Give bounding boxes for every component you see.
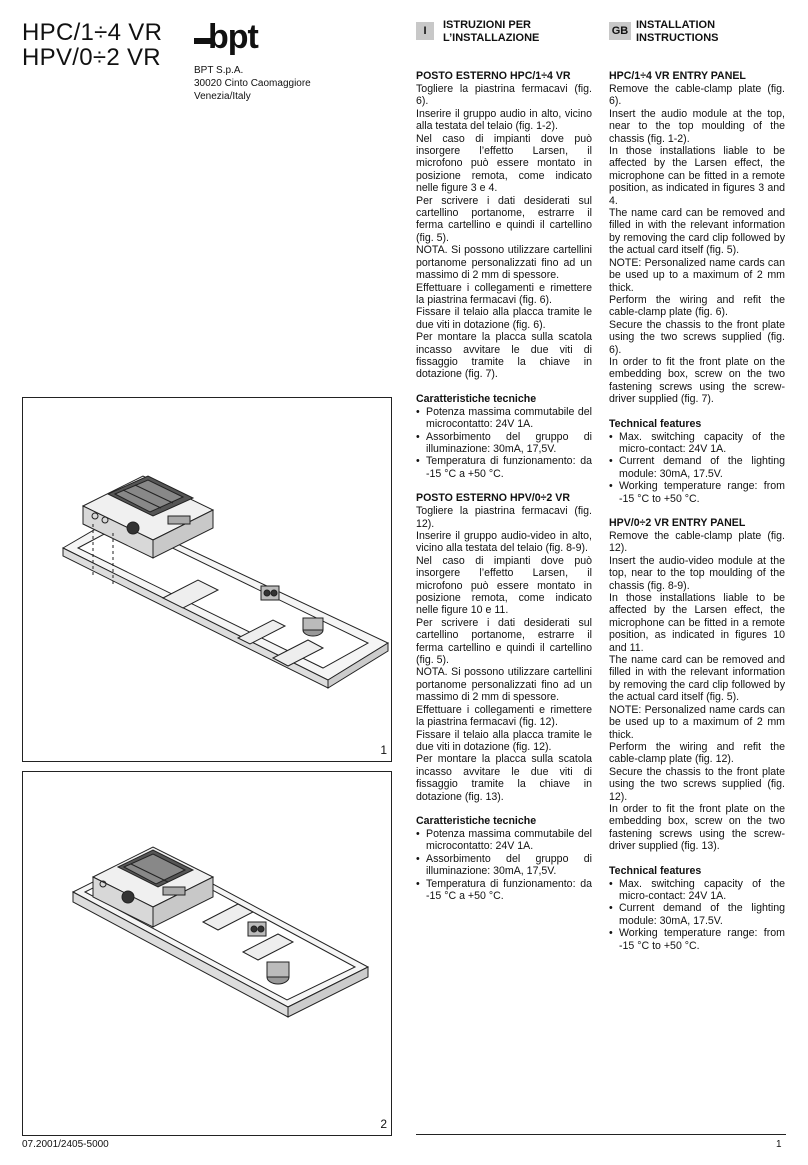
page-number: 1 [776,1139,782,1150]
company-city: Venezia/Italy [194,91,251,102]
figure-2-number: 2 [380,1117,387,1131]
tech-title: Caratteristiche tecniche [416,814,537,827]
document-title [22,20,162,70]
tech-list: • Max. switching capacity of the micro-contact: 24V 1A. • Current demand of the lighting module: 30mA, 17.5V. • Working temperature range: from -15 °C to +50 °C. [609,431,785,505]
english-column: HPC/1÷4 VR ENTRY PANEL Remove the cable-clamp plate (fig. 6). Insert the audio module at the top, near to the top moulding of the chassis (fig. 1-2). In those installations liable to be affected by the Larsen effect, the microphone can be fitted in a remote position, as indicated in figures 3 and 4. The name card can be removed and filled in with the relevant information by removing the card clip followed by the actual card itself (fig. 5). NOTE: Personalized name cards can be used up to a maximum of 2 mm thick. Perform the wiring and refit the cable-clamp plate (fig. 6). Secure the chassis to the front plate using the two screws supplied (fig. 6). In order to fit the front plate on the embedding box, screw on the two fastening screws using the screw-driver supplied (fig. 7). Technical features • Max. switching capacity of the micro-contact: 24V 1A. • Current demand of the lighting module: 30mA, 17.5V. • Working temperature range: from -15 °C to +50 °C. HPV/0÷2 VR ENTRY PANEL Remove the cable-clamp plate (fig. 12). Insert the audio-video module at the top, near to the top moulding of the chassis (fig. 8-9). In those installations liable to be affected by the Larsen effect, the microphone can be fitted in a remote position, as indicated in figures 10 and 11. The name card can be removed and filled in with the relevant information by removing the card clip followed by the actual card itself (fig. 5). NOTE: Personalized name cards can be used up to a maximum of 2 mm thick. Perform the wiring and refit the cable-clamp plate (fig. 12). Secure the chassis to the front plate using the two screws supplied (fig. 12). In order to fit the front plate on the embedding box, screw on the two fastening screws using the screw-driver supplied (fig. 13). Technical features • Max. switching capacity of the micro-contact: 24V 1A. • Current demand of the lighting module: 30mA, 17.5V. • Working temperature range: from -15 °C to +50 °C. [609,70,785,952]
footer-rule [416,1134,786,1135]
section-title: HPV/0÷2 VR ENTRY PANEL [609,517,746,529]
section-title: HPC/1÷4 VR ENTRY PANEL [609,70,746,82]
section-title: POSTO ESTERNO HPV/0÷2 VR [416,492,570,505]
figure-1 [22,397,392,762]
italian-column: POSTO ESTERNO HPC/1÷4 VR Togliere la piastrina fermacavi (fig. 6). Inserire il gruppo audio in alto, vicino alla testata del telaio (fig. 1-2). Nel caso di impianti dove può insorgere l’effetto Larsen, il microfono può essere montato in posizione remota, come indicato nelle figure 3 e 4. Per scrivere i dati desiderati sul cartellino portanome, estrarre il ferma cartellino e quindi il cartellino (fig. 5). NOTA. Si possono utilizzare cartellini portanome personalizzati fino ad un massimo di 2 mm di spessore. Effettuare i collegamenti e rimettere la piastrina fermacavi (fig. 6). Fissare il telaio alla placca tramite le due viti in dotazione (fig. 6). Per montare la placca sulla scatola incasso avvitare le due viti di fissaggio tramite la chiave in dotazione (fig. 7). Caratteristiche tecniche • Potenza massima commutabile del microcontatto: 24V 1A. • Assorbimento del gruppo di illuminazione: 30mA, 17,5V. • Temperatura di funzionamento: da -15 °C a +50 °C. POSTO ESTERNO HPV/0÷2 VR Togliere la piastrina fermacavi (fig. 12). Inserire il gruppo audio-video in alto, vicino alla testata del telaio (fig. 8-9). Nel caso di impianti dove può insorgere l’effetto Larsen, il microfono può essere montato in posizione remota, come indicato nelle figure 10 e 11. Per scrivere i dati desiderati sul cartellino portanome, estrarre il ferma cartellino e quindi il cartellino (fig. 5). NOTA. Si possono utilizzare cartellini portanome personalizzati fino ad un massimo di 2 mm di spessore. Effettuare i collegamenti e rimettere la piastrina fermacavi (fig. 12). Fissare il telaio alla placca tramite le due viti in dotazione (fig. 12). Per montare la placca sulla scatola incasso avvitare le due viti di fissaggio tramite la chiave in dotazione (fig. 13). Caratteristiche tecniche • Potenza massima commutabile del microcontatto: 24V 1A. • Assorbimento del gruppo di illuminazione: 30mA, 17,5V. • Temperatura di funzionamento: da -15 °C a +50 °C. [416,70,592,902]
company-name: BPT S.p.A. [194,65,244,76]
tech-list: • Potenza massima commutabile del microcontatto: 24V 1A. • Assorbimento del gruppo di illuminazione: 30mA, 17,5V. • Temperatura di funzionamento: da -15 °C a +50 °C. [416,828,592,902]
bpt-logo-text: bpt [208,20,258,56]
tech-list: • Potenza massima commutabile del microcontatto: 24V 1A. • Assorbimento del gruppo di illuminazione: 30mA, 17,5V. • Temperatura di funzionamento: da -15 °C a +50 °C. [416,406,592,480]
title-line-1: HPC/1÷4 VR [22,19,163,46]
lang-code-italian: I [416,22,434,40]
tech-title: Technical features [609,417,702,430]
section-title: POSTO ESTERNO HPC/1÷4 VR [416,70,571,82]
company-address: 30020 Cinto Caomaggiore [194,78,311,89]
figure-1-drawing [23,398,391,761]
company-info [194,64,311,103]
tech-title: Caratteristiche tecniche [416,392,537,405]
italian-heading: ISTRUZIONI PER L’INSTALLAZIONE [443,19,540,44]
english-heading: INSTALLATION INSTRUCTIONS [636,19,719,44]
doc-code: 07.2001/2405-5000 [22,1139,109,1150]
figure-2-drawing [23,772,391,1135]
title-line-2: HPV/0÷2 VR [22,44,161,71]
lang-code-english: GB [609,22,631,40]
figure-1-number: 1 [380,743,387,757]
tech-title: Technical features [609,864,702,877]
figure-2 [22,771,392,1136]
tech-list: • Max. switching capacity of the micro-contact: 24V 1A. • Current demand of the lighting module: 30mA, 17.5V. • Working temperature range: from -15 °C to +50 °C. [609,878,785,952]
bpt-logo [194,20,286,56]
